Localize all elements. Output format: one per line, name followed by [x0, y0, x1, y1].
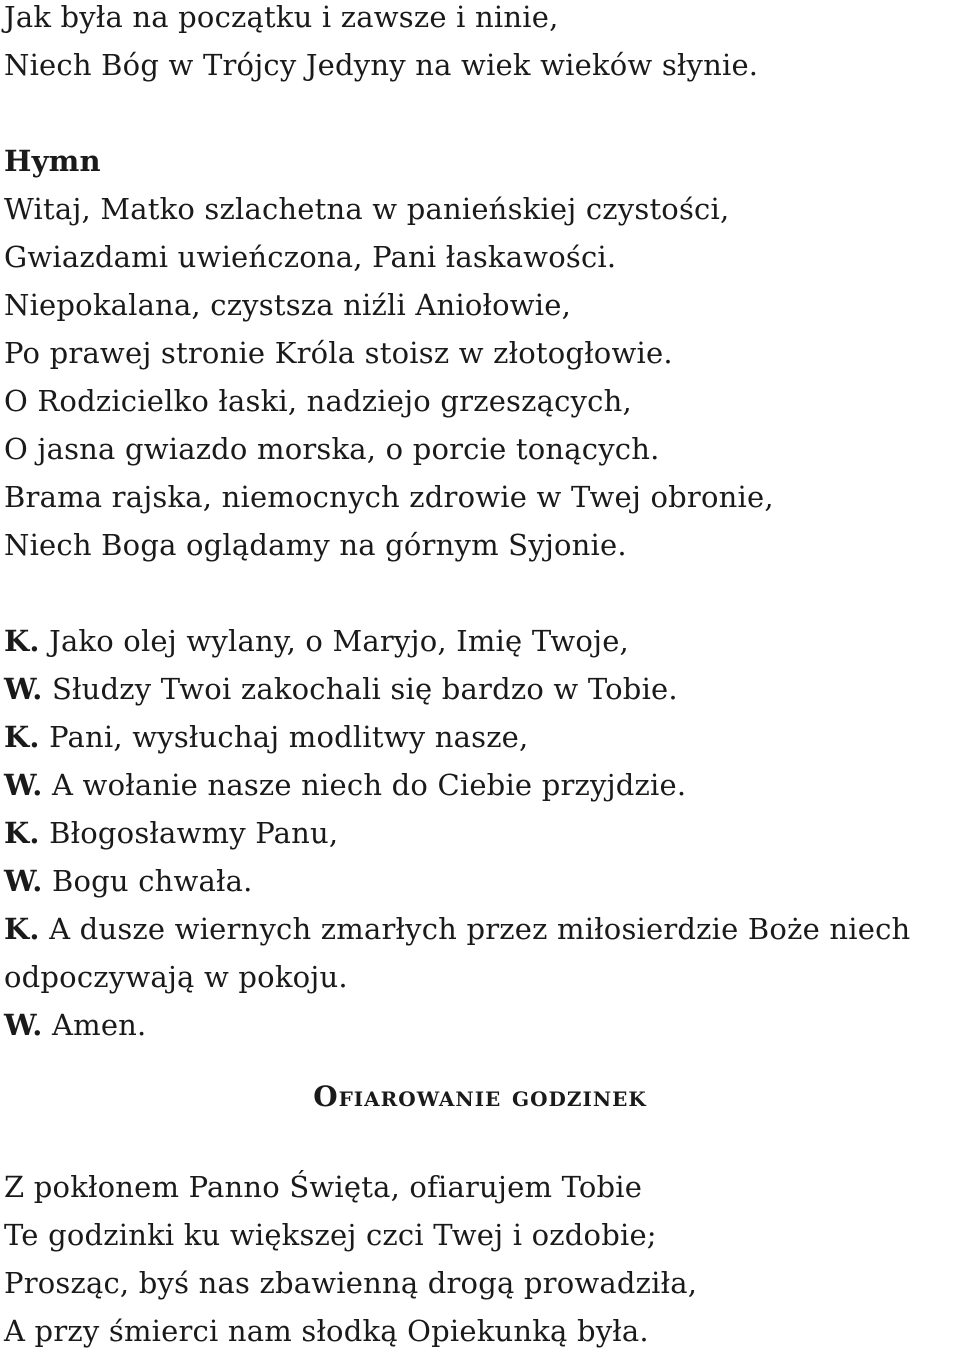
response-text: A wołanie nasze niech do Ciebie przyjdzie. [42, 768, 687, 802]
offering-line: Te godzinki ku większej czci Twej i ozdobie; [4, 1218, 657, 1252]
response-line [4, 1001, 956, 1049]
versicle-text: Błogosławmy Panu, [39, 816, 339, 850]
hymn-heading: Hymn [4, 144, 101, 178]
response-label: W. [4, 768, 43, 802]
versicle-label: K. [4, 720, 40, 754]
stanza-gap [4, 89, 956, 137]
versicle-line [4, 905, 956, 953]
response-line [4, 761, 956, 809]
response-line [4, 665, 956, 713]
section-title: Ofiarowanie godzinek [313, 1080, 647, 1113]
versicle-line [4, 617, 956, 665]
versicle-text: A dusze wiernych zmarłych przez miłosierdzie Boże niech [39, 912, 911, 946]
versicle-label: K. [4, 912, 40, 946]
response-label: W. [4, 672, 43, 706]
versicle-label: K. [4, 624, 40, 658]
offering-line: Z pokłonem Panno Święta, ofiarujem Tobie [4, 1170, 643, 1204]
versicles-section [4, 617, 956, 1049]
hymn-line: Niepokalana, czystsza niźli Aniołowie, [4, 288, 572, 322]
versicle-line [4, 809, 956, 857]
versicle-continuation [4, 953, 956, 1001]
document-page [4, 0, 956, 1355]
stanza-gap [4, 569, 956, 617]
versicle-line [4, 713, 956, 761]
hymn-line: O jasna gwiazdo morska, o porcie tonących. [4, 432, 660, 466]
hymn-line: Po prawej stronie Króla stoisz w złotogłowie. [4, 336, 673, 370]
response-label: W. [4, 864, 43, 898]
offering-stanza [4, 1163, 956, 1355]
versicle-label: K. [4, 816, 40, 850]
versicle-text: odpoczywają w pokoju. [4, 960, 348, 994]
offering-line: Prosząc, byś nas zbawienną drogą prowadziła, [4, 1266, 698, 1300]
response-text: Bogu chwała. [42, 864, 253, 898]
opening-line: Jak była na początku i zawsze i ninie, [4, 0, 559, 34]
hymn-line: Gwiazdami uwieńczona, Pani łaskawości. [4, 240, 617, 274]
offering-line: A przy śmierci nam słodką Opiekunką była. [4, 1314, 649, 1348]
hymn-line: Brama rajska, niemocnych zdrowie w Twej obronie, [4, 480, 774, 514]
response-text: Słudzy Twoi zakochali się bardzo w Tobie. [42, 672, 678, 706]
versicle-text: Pani, wysłuchaj modlitwy nasze, [39, 720, 529, 754]
versicle-text: Jako olej wylany, o Maryjo, Imię Twoje, [39, 624, 629, 658]
response-label: W. [4, 1008, 43, 1042]
hymn-line: Witaj, Matko szlachetna w panieńskiej czystości, [4, 192, 730, 226]
opening-line: Niech Bóg w Trójcy Jedyny na wiek wieków słynie. [4, 48, 759, 82]
hymn-line: Niech Boga oglądamy na górnym Syjonie. [4, 528, 627, 562]
hymn-section [4, 137, 956, 569]
opening-stanza [4, 0, 956, 89]
response-text: Amen. [42, 1008, 147, 1042]
response-line [4, 857, 956, 905]
hymn-line: O Rodzicielko łaski, nadziejo grzeszących, [4, 384, 632, 418]
